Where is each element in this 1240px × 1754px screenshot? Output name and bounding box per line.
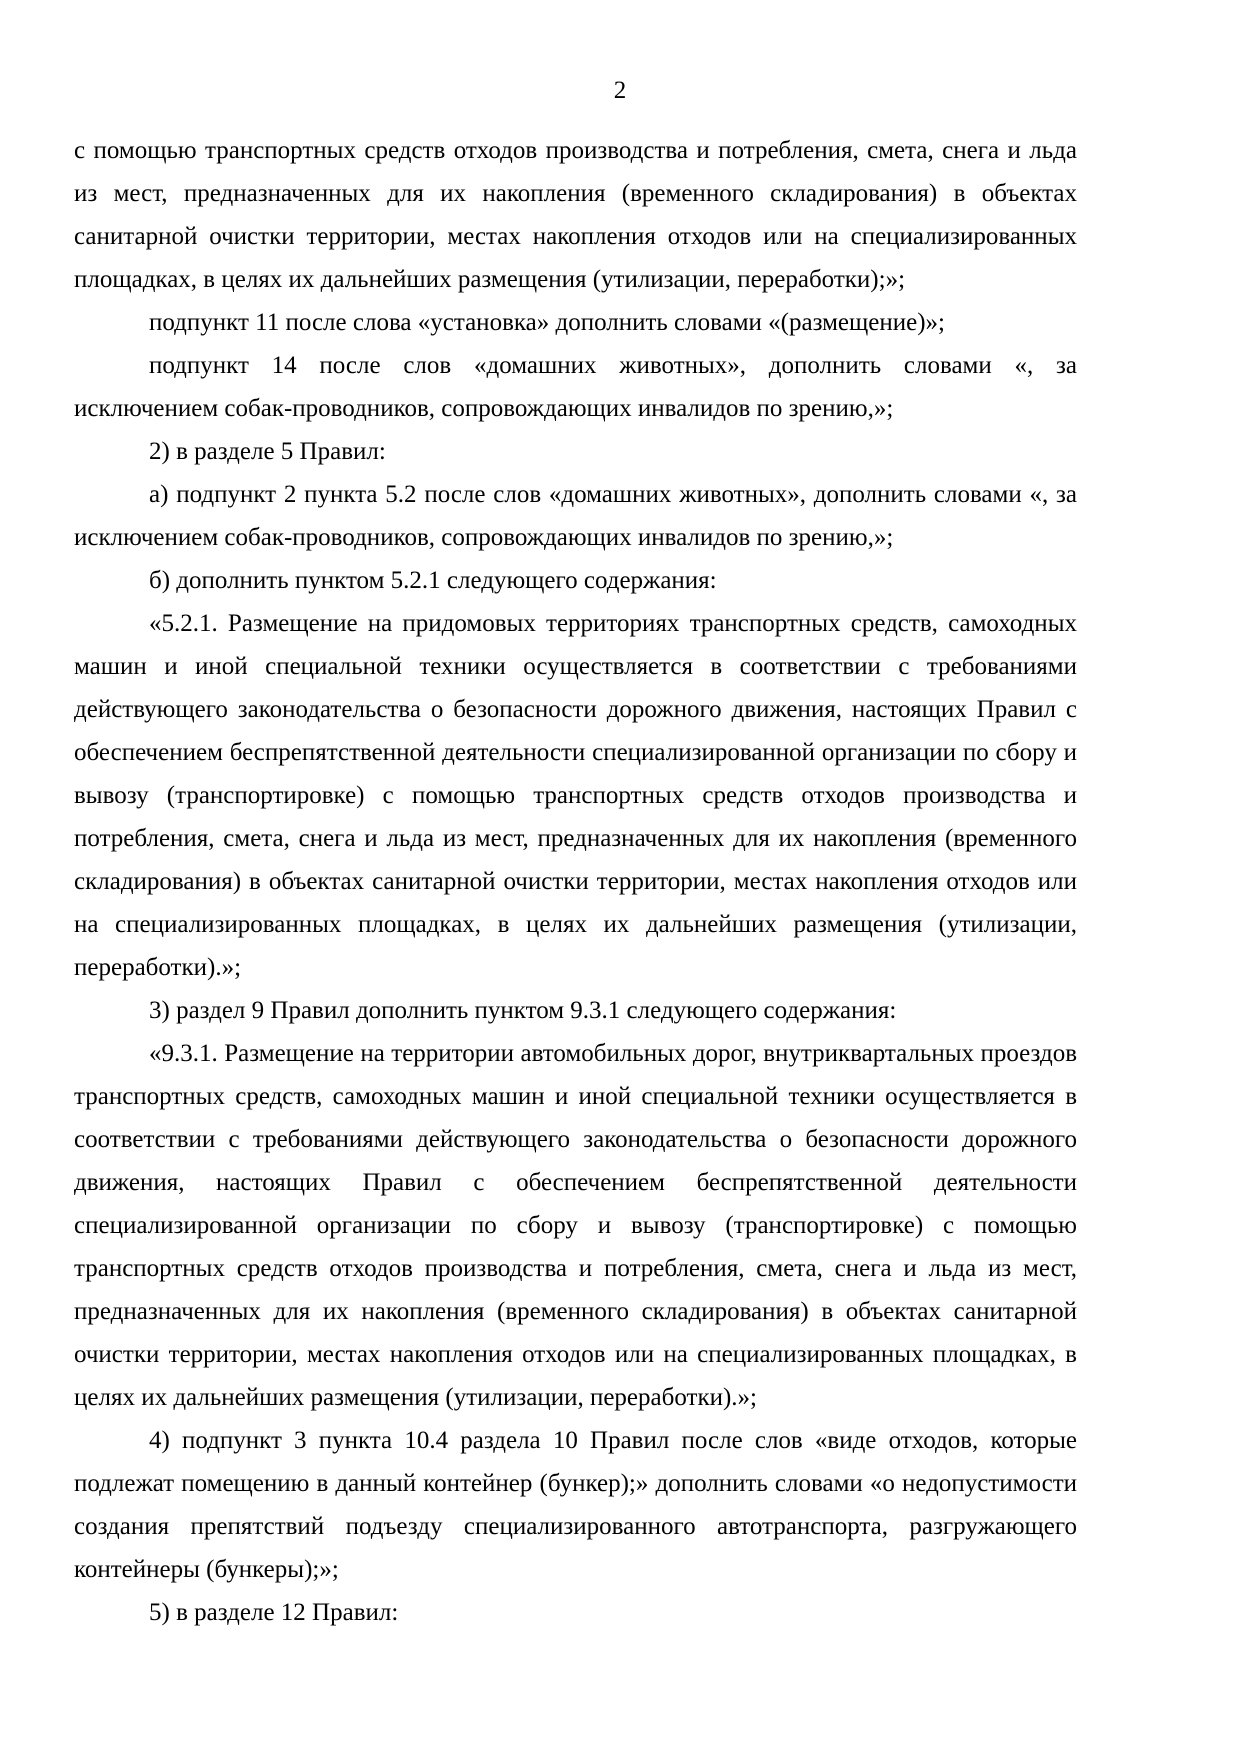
paragraph-subpoint-11: подпункт 11 после слова «установка» дополнить словами «(размещение)»;	[149, 309, 945, 336]
document-body	[74, 129, 1077, 1634]
paragraph-clause-9-3-1: «9.3.1. Размещение на территории автомобильных дорог, внутриквартальных проездов транспортных средств, самоходных машин и иной специальной техники осуществляется в соответствии с требованиями действующего законодательства о безопасности дорожного движения, настоящих Правил с обеспечением беспрепятственной деятельности специализированной организации по сбору и вывозу (транспортировке) с помощью транспортных средств отходов производства и потребления, смета, снега и льда из мест, предназначенных для их накопления (временного складирования) в объектах санитарной очистки территории, местах накопления отходов или на специализированных площадках, в целях их дальнейших размещения (утилизации, переработки).»;	[74, 1040, 1077, 1411]
paragraph-item-4: 4) подпункт 3 пункта 10.4 раздела 10 Правил после слов «виде отходов, которые подлежат помещению в данный контейнер (бункер);» дополнить словами «о недопустимости создания препятствий подъезду специализированного автотранспорта, разгружающего контейнеры (бункеры);»;	[74, 1427, 1077, 1583]
paragraph-continuation: с помощью транспортных средств отходов производства и потребления, смета, снега и льда из мест, предназначенных для их накопления (временного складирования) в объектах санитарной очистки территории, местах накопления отходов или на специализированных площадках, в целях их дальнейших размещения (утилизации, переработки);»;	[74, 137, 1077, 293]
page-number: 2	[613, 77, 627, 104]
paragraph-item-5: 5) в разделе 12 Правил:	[149, 1599, 399, 1626]
paragraph-item-2a: а) подпункт 2 пункта 5.2 после слов «домашних животных», дополнить словами «, за исключением собак-проводников, сопровождающих инвалидов по зрению,»;	[74, 481, 1077, 551]
paragraph-subpoint-14: подпункт 14 после слов «домашних животных», дополнить словами «, за исключением собак-проводников, сопровождающих инвалидов по зрению,»;	[74, 352, 1077, 422]
paragraph-clause-5-2-1: «5.2.1. Размещение на придомовых территориях транспортных средств, самоходных машин и иной специальной техники осуществляется в соответствии с требованиями действующего законодательства о безопасности дорожного движения, настоящих Правил с обеспечением беспрепятственной деятельности специализированной организации по сбору и вывозу (транспортировке) с помощью транспортных средств отходов производства и потребления, смета, снега и льда из мест, предназначенных для их накопления (временного складирования) в объектах санитарной очистки территории, местах накопления отходов или на специализированных площадках, в целях их дальнейших размещения (утилизации, переработки).»;	[74, 610, 1077, 981]
paragraph-item-2: 2) в разделе 5 Правил:	[149, 438, 386, 465]
paragraph-item-3: 3) раздел 9 Правил дополнить пунктом 9.3.1 следующего содержания:	[149, 997, 897, 1024]
paragraph-item-2b: б) дополнить пунктом 5.2.1 следующего содержания:	[149, 567, 717, 594]
